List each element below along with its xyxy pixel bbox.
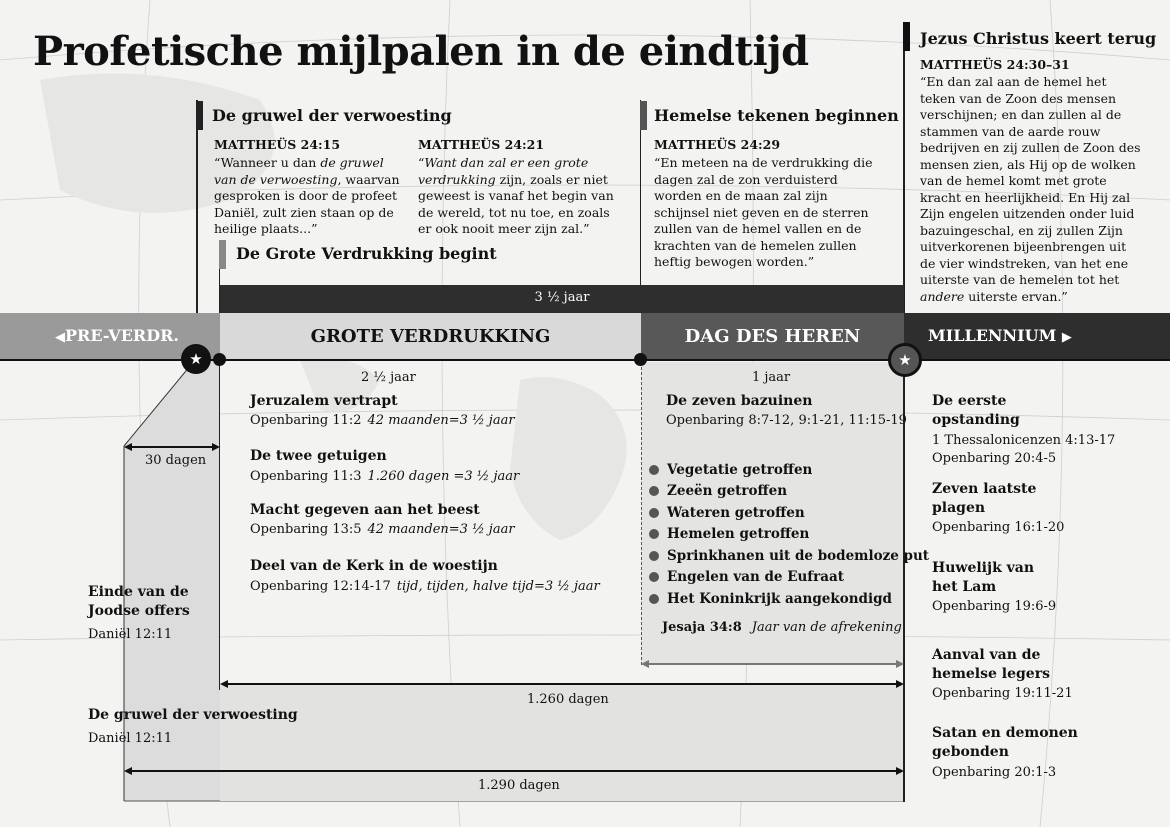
millennium-event-ref: Openbaring 20:4-5	[932, 451, 1057, 466]
jezus-heading: Jezus Christus keert terug	[920, 29, 1157, 48]
hemelse-ref: MATTHEÜS 24:29	[654, 137, 781, 152]
span-bar-3half-label: 3 ½ jaar	[534, 290, 590, 305]
grote-event-ref: Openbaring 11:2 42 maanden=3 ½ jaar	[250, 413, 515, 428]
hemelse-quote: “En meteen na de verdrukking die dagen zal de zon verduisterd worden en de maan zal zijn schijnsel niet geven en de sterren zullen van de hemel vallen en de krachten van de hemelen zullen heftig bewogen worden.”	[654, 155, 873, 269]
dag-des-heren-label: DAG DES HEREN	[684, 326, 861, 347]
verdrukking-begint-heading: De Grote Verdrukking begint	[236, 244, 497, 263]
bazuinen-list	[649, 459, 929, 610]
list-item: Sprinkhanen uit de bodemloze put	[649, 545, 929, 567]
bullet-dot-icon	[649, 529, 659, 539]
grote-duration: 2 ½ jaar	[361, 370, 416, 385]
millennium-event-title: Aanval van de hemelse legers	[932, 647, 1050, 682]
grote-event-title: Jeruzalem vertrapt	[250, 393, 398, 409]
chevron-right-icon: ▶	[1061, 330, 1072, 345]
dag-duration: 1 jaar	[752, 370, 791, 385]
jezus-quote: “En dan zal aan de hemel het teken van de Zoon des mensen verschijnen; en dan zullen al de stammen van de aarde rouw bedrijven en zij zullen de Zoon des mensen zien, als Hij op de wolken van de hemel komt met grote kracht en heerlijkheid. En Hij zal Zijn engelen uitzenden onder luid bazuingeschal, en zij zullen Zijn uitverkorenen bijeenbrengen uit de vier windstreken, van het ene uiterste van de hemelen tot het andere uiterste ervan.”	[920, 74, 1141, 304]
span-1260-label: 1.260 dagen	[527, 692, 609, 707]
list-item: Het Koninkrijk aangekondigd	[649, 588, 929, 610]
hemelse-heading: Hemelse tekenen beginnen	[654, 106, 899, 125]
list-item: Hemelen getroffen	[649, 524, 929, 546]
millennium-event-title: Huwelijk van het Lam	[932, 560, 1035, 595]
page-title: Profetische mijlpalen in de eindtijd	[33, 28, 809, 75]
millennium-event-title: Satan en demonen gebonden	[932, 725, 1078, 760]
thirty-dagen-label: 30 dagen	[145, 453, 207, 468]
offers-ref: Daniël 12:11	[88, 627, 173, 642]
bullet-dot-icon	[649, 486, 659, 496]
bazuinen-title: De zeven bazuinen	[666, 393, 813, 409]
gruwel-ref-2: MATTHEÜS 24:21	[418, 137, 545, 152]
millennium-event-ref: Openbaring 19:6-9	[932, 599, 1057, 614]
gruwel-ref-1: MATTHEÜS 24:15	[214, 137, 341, 152]
gruwel-heading: De gruwel der verwoesting	[212, 106, 452, 125]
millennium-event-ref: Openbaring 20:1-3	[932, 765, 1057, 780]
millennium-event-ref: 1 Thessalonicenzen 4:13-17	[932, 433, 1116, 448]
grote-event-title: De twee getuigen	[250, 448, 387, 464]
list-item: Wateren getroffen	[649, 502, 929, 524]
jesaja-line: Jesaja 34:8 Jaar van de afrekening	[662, 620, 902, 635]
millennium-event-title: Zeven laatste plagen	[932, 481, 1037, 516]
bullet-dot-icon	[649, 594, 659, 604]
pre-verdr-label: ◀PRE-VERDR.	[55, 326, 179, 345]
star-marker-icon: ★	[181, 344, 211, 374]
offers-title: Einde van de Joodse offers	[88, 584, 190, 619]
star-marker-icon: ★	[888, 343, 922, 377]
bullet-dot-icon	[649, 508, 659, 518]
grote-event-ref: Openbaring 11:3 1.260 dagen =3 ½ jaar	[250, 469, 520, 484]
bullet-dot-icon	[649, 551, 659, 561]
millennium-event-ref: Openbaring 19:11-21	[932, 686, 1073, 701]
millennium-event-ref: Openbaring 16:1-20	[932, 520, 1065, 535]
bazuinen-ref: Openbaring 8:7-12, 9:1-21, 11:15-19	[666, 413, 907, 428]
millennium-label: MILLENNIUM ▶	[928, 326, 1072, 345]
grote-event-title: Deel van de Kerk in de woestijn	[250, 558, 498, 574]
grote-event-ref: Openbaring 13:5 42 maanden=3 ½ jaar	[250, 522, 515, 537]
bullet-dot-icon	[649, 572, 659, 582]
left-gruwel-title: De gruwel der verwoesting	[88, 707, 298, 723]
grote-verdrukking-label: GROTE VERDRUKKING	[310, 326, 551, 347]
gruwel-quote-1: “Wanneer u dan de gruwel van de verwoesting, waarvan gesproken is door de profeet Daniël, zult zien staan op de heilige plaats...”	[214, 155, 400, 236]
millennium-event-title: De eerste opstanding	[932, 393, 1020, 428]
bullet-dot-icon	[649, 465, 659, 475]
jezus-ref: MATTHEÜS 24:30–31	[920, 57, 1070, 72]
gruwel-quote-2: “Want dan zal er een grote verdrukking zijn, zoals er niet geweest is vanaf het begin van de wereld, tot nu toe, en zoals er ook nooit meer zijn zal.”	[418, 155, 614, 236]
list-item: Vegetatie getroffen	[649, 459, 929, 481]
list-item: Engelen van de Eufraat	[649, 567, 929, 589]
grote-event-title: Macht gegeven aan het beest	[250, 502, 480, 518]
left-gruwel-ref: Daniël 12:11	[88, 731, 173, 746]
grote-event-ref: Openbaring 12:14-17 tijd, tijden, halve tijd=3 ½ jaar	[250, 579, 600, 594]
list-item: Zeeën getroffen	[649, 481, 929, 503]
chevron-left-icon: ◀	[55, 330, 65, 345]
span-1290-label: 1.290 dagen	[478, 778, 560, 793]
